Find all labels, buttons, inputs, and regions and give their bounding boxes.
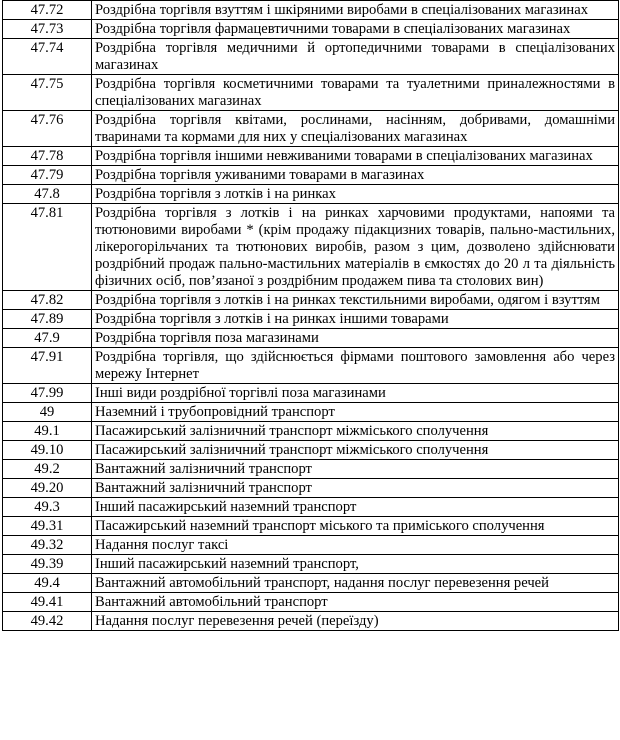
activity-description: Вантажний залізничний транспорт bbox=[92, 460, 619, 479]
activity-code: 47.99 bbox=[3, 384, 92, 403]
activity-description: Роздрібна торгівля, що здійснюється фірмами поштового замовлення або через мережу Інтернет bbox=[92, 348, 619, 384]
activity-description: Роздрібна торгівля з лотків і на ринках іншими товарами bbox=[92, 310, 619, 329]
activity-description: Пасажирський наземний транспорт міського та приміського сполучення bbox=[92, 517, 619, 536]
activity-description: Роздрібна торгівля уживаними товарами в магазинах bbox=[92, 166, 619, 185]
activity-description: Вантажний автомобільний транспорт bbox=[92, 593, 619, 612]
activity-description: Роздрібна торгівля косметичними товарами та туалетними приналежностями в спеціалізованих магазинах bbox=[92, 75, 619, 111]
activity-description: Роздрібна торгівля медичними й ортопедичними товарами в спеціалізованих магазинах bbox=[92, 39, 619, 75]
activity-code: 49.1 bbox=[3, 422, 92, 441]
activity-code: 47.78 bbox=[3, 147, 92, 166]
activity-code: 49.20 bbox=[3, 479, 92, 498]
activity-description: Вантажний автомобільний транспорт, надання послуг перевезення речей bbox=[92, 574, 619, 593]
table-row bbox=[3, 479, 619, 498]
table-row bbox=[3, 204, 619, 291]
table-row bbox=[3, 147, 619, 166]
activity-code: 47.8 bbox=[3, 185, 92, 204]
activity-code: 47.81 bbox=[3, 204, 92, 291]
table-row bbox=[3, 384, 619, 403]
table-row bbox=[3, 348, 619, 384]
activity-description: Роздрібна торгівля фармацевтичними товарами в спеціалізованих магазинах bbox=[92, 20, 619, 39]
activity-description: Пасажирський залізничний транспорт міжміського сполучення bbox=[92, 422, 619, 441]
activity-description: Роздрібна торгівля з лотків і на ринках харчовими продуктами, напоями та тютюновими виробами * (крім продажу підакцизних товарів, пально-мастильних, лікерогорільчаних та тютюнових виробів, разом з цим, дозволено здійснювати роздрібний продаж пально-мастильних матеріалів в ємкостях до 20 л та діяльність фізичних осіб, пов’язаної з роздрібним продажем пива та столових вин) bbox=[92, 204, 619, 291]
activity-code: 47.89 bbox=[3, 310, 92, 329]
table-row bbox=[3, 39, 619, 75]
activity-codes-table bbox=[2, 0, 619, 631]
activity-code: 49.31 bbox=[3, 517, 92, 536]
table-row bbox=[3, 329, 619, 348]
table-body bbox=[3, 1, 619, 631]
table-row bbox=[3, 20, 619, 39]
activity-description: Роздрібна торгівля поза магазинами bbox=[92, 329, 619, 348]
activity-code: 49.3 bbox=[3, 498, 92, 517]
table-row bbox=[3, 460, 619, 479]
activity-description: Інший пасажирський наземний транспорт bbox=[92, 498, 619, 517]
activity-code: 49.42 bbox=[3, 612, 92, 631]
activity-description: Роздрібна торгівля квітами, рослинами, насінням, добривами, домашніми тваринами та кормами для них у спеціалізованих магазинах bbox=[92, 111, 619, 147]
activity-description: Роздрібна торгівля з лотків і на ринках bbox=[92, 185, 619, 204]
table-row bbox=[3, 574, 619, 593]
activity-description: Роздрібна торгівля взуттям і шкіряними виробами в спеціалізованих магазинах bbox=[92, 1, 619, 20]
activity-description: Інші види роздрібної торгівлі поза магазинами bbox=[92, 384, 619, 403]
table-row bbox=[3, 441, 619, 460]
activity-code: 49.39 bbox=[3, 555, 92, 574]
activity-description: Інший пасажирський наземний транспорт, bbox=[92, 555, 619, 574]
activity-description: Роздрібна торгівля іншими невживаними товарами в спеціалізованих магазинах bbox=[92, 147, 619, 166]
activity-code: 47.76 bbox=[3, 111, 92, 147]
activity-code: 47.9 bbox=[3, 329, 92, 348]
table-row bbox=[3, 291, 619, 310]
activity-description: Роздрібна торгівля з лотків і на ринках текстильними виробами, одягом і взуттям bbox=[92, 291, 619, 310]
activity-code: 47.74 bbox=[3, 39, 92, 75]
table-row bbox=[3, 75, 619, 111]
activity-code: 49 bbox=[3, 403, 92, 422]
table-row bbox=[3, 612, 619, 631]
table-row bbox=[3, 593, 619, 612]
activity-code: 47.91 bbox=[3, 348, 92, 384]
table-row bbox=[3, 422, 619, 441]
activity-code: 47.72 bbox=[3, 1, 92, 20]
table-row bbox=[3, 1, 619, 20]
table-row bbox=[3, 185, 619, 204]
activity-description: Вантажний залізничний транспорт bbox=[92, 479, 619, 498]
activity-code: 49.4 bbox=[3, 574, 92, 593]
table-row bbox=[3, 111, 619, 147]
activity-description: Надання послуг перевезення речей (переїзду) bbox=[92, 612, 619, 631]
activity-code: 47.79 bbox=[3, 166, 92, 185]
activity-description: Наземний і трубопровідний транспорт bbox=[92, 403, 619, 422]
activity-code: 47.73 bbox=[3, 20, 92, 39]
table-row bbox=[3, 536, 619, 555]
activity-code: 47.75 bbox=[3, 75, 92, 111]
activity-description: Пасажирський залізничний транспорт міжміського сполучення bbox=[92, 441, 619, 460]
activity-code: 49.41 bbox=[3, 593, 92, 612]
activity-code: 49.10 bbox=[3, 441, 92, 460]
table-row bbox=[3, 498, 619, 517]
table-row bbox=[3, 310, 619, 329]
activity-description: Надання послуг таксі bbox=[92, 536, 619, 555]
activity-code: 49.32 bbox=[3, 536, 92, 555]
activity-code: 49.2 bbox=[3, 460, 92, 479]
table-row bbox=[3, 166, 619, 185]
activity-code: 47.82 bbox=[3, 291, 92, 310]
table-row bbox=[3, 555, 619, 574]
table-row bbox=[3, 403, 619, 422]
table-row bbox=[3, 517, 619, 536]
